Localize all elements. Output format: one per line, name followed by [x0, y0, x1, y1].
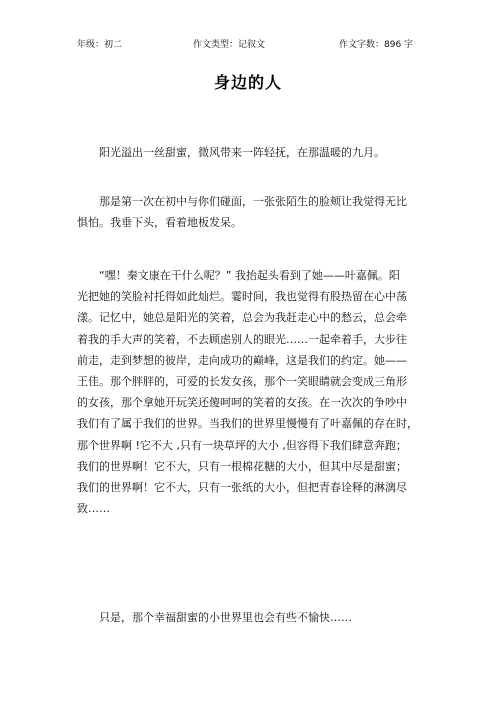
paragraph-line: 阳光溢出一丝甜蜜，微风带来一阵轻抚，在那温暖的九月。 [77, 146, 385, 159]
paragraph-line: 我们的世界啊！它不大，只有一张纸的大小，但把青春诠释的淋漓尽 [77, 480, 407, 494]
paragraph-line: 着我的手大声的笑着，不去顾虑别人的眼光……一起牵着手，大步往 [77, 332, 407, 346]
paragraph-3 [77, 265, 427, 519]
paragraph-2 [77, 191, 427, 233]
paragraph-line: 前走，走到梦想的彼岸，走向成功的巅峰，这是我们的约定。她—— [77, 353, 407, 367]
essay-meta-header [0, 38, 496, 52]
paragraph-line: 漾。记忆中，她总是阳光的笑着，总会为我赶走心中的愁云，总会牵 [77, 311, 407, 325]
paragraph-line: 那个世界啊 !它不大 ,只有一块草坪的大小 ,但容得下我们肆意奔跑； [77, 438, 407, 452]
paragraph-line: 那是第一次在初中与你们碰面，一张张陌生的脸颊让我觉得无比 [77, 195, 407, 208]
paragraph-line: 王佳。那个胖胖的，可爱的长发女孩，那个一笑眼睛就会变成三角形 [77, 374, 407, 388]
paragraph-line: 我们有了属于我们的世界。当我们的世界里慢慢有了叶嘉佩的存在时， [77, 417, 418, 431]
paragraph-line: 惧怕。我垂下头，看着地板发呆。 [77, 216, 242, 230]
word-count-label: 作文字数：896 字 [339, 40, 414, 50]
essay-title: 身边的人 [213, 73, 282, 92]
paragraph-line: “嘿！秦文康在干什么呢？” 我抬起头看到了她——叶嘉佩。阳 [77, 269, 400, 282]
paragraph-1 [77, 142, 427, 163]
paragraph-line: 的女孩，那个拿她开玩笑还傻呵呵的笑着的女孩。在一次次的争吵中 [77, 396, 407, 410]
paragraph-line: 光把她的笑脸衬托得如此灿烂。霎时间，我也觉得有股热留在心中荡 [77, 290, 407, 304]
grade-label: 年级：初二 [77, 40, 123, 50]
paragraph-4 [77, 607, 427, 628]
paragraph-line: 我们的世界啊！它不大，只有一根棉花糖的大小，但其中尽是甜蜜； [77, 459, 407, 473]
paragraph-line: 只是，那个幸福甜蜜的小世界里也会有些不愉快…… [77, 611, 352, 624]
essay-type-label: 作文类型：记叙文 [193, 40, 266, 50]
paragraph-line: 致…… [77, 502, 110, 516]
